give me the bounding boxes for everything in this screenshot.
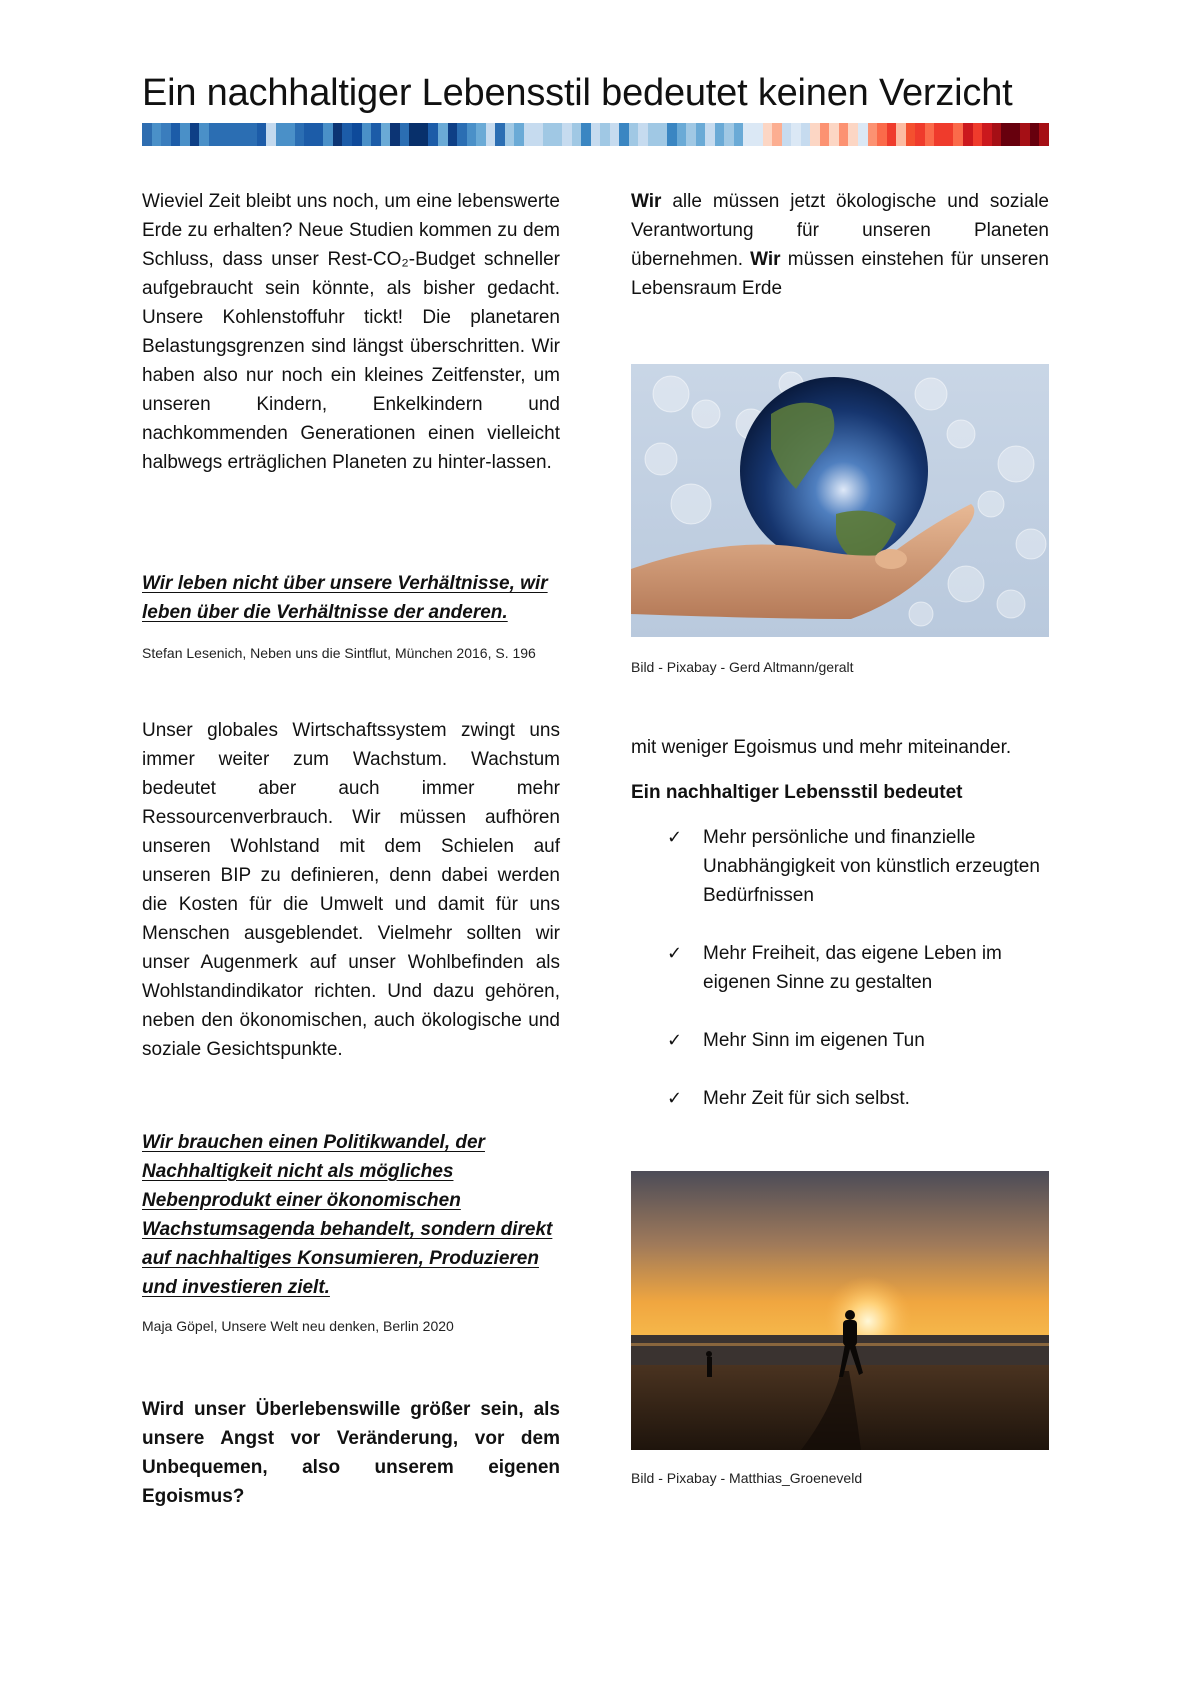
stripe [1001, 123, 1011, 146]
stripe [820, 123, 830, 146]
intro-paragraph [142, 187, 560, 477]
stripe [247, 123, 257, 146]
stripe [190, 123, 200, 146]
stripe [982, 123, 992, 146]
stripe [686, 123, 696, 146]
list-item-text: Mehr persönliche und finanzielle Unabhängigkeit von künstlich erzeugten Bedürfnissen [703, 827, 1040, 906]
benefits-list [631, 823, 1049, 1142]
list-item-text: Mehr Freiheit, das eigene Leben im eigenen Sinne zu gestalten [703, 943, 1002, 993]
checkmark-icon: ✓ [667, 943, 683, 963]
stripe [791, 123, 801, 146]
stripe [152, 123, 162, 146]
responsibility-paragraph [631, 187, 1049, 303]
stripe [715, 123, 725, 146]
responsibility-text-1: alle müssen jetzt ökologische und soziale Verantwortung für unseren Planeten übernehmen. [631, 191, 1049, 270]
stripe [1039, 123, 1049, 146]
stripe [638, 123, 648, 146]
stripe [180, 123, 190, 146]
stripe [677, 123, 687, 146]
globe-image-caption: Bild - Pixabay - Gerd Altmann/geralt [631, 659, 854, 675]
stripe [505, 123, 515, 146]
stripe [572, 123, 582, 146]
stripe [228, 123, 238, 146]
stripe [390, 123, 400, 146]
stripe [829, 123, 839, 146]
stripe [992, 123, 1002, 146]
stripe [1020, 123, 1030, 146]
stripe [257, 123, 267, 146]
stripe [495, 123, 505, 146]
stripe [199, 123, 209, 146]
stripe [486, 123, 496, 146]
stripe [352, 123, 362, 146]
stripe [333, 123, 343, 146]
list-item [631, 1026, 1049, 1055]
stripe [629, 123, 639, 146]
stripe [371, 123, 381, 146]
stripe [400, 123, 410, 146]
stripe [581, 123, 591, 146]
quote-goepel: Wir brauchen einen Politikwandel, der Nachhaltigkeit nicht als mögliches Nebenprodukt einer ökonomischen Wachstumsagenda behandelt, sondern direkt auf nachhaltiges Konsumieren, Produzieren und investieren zielt. [142, 1132, 553, 1298]
stripe [887, 123, 897, 146]
stripe [724, 123, 734, 146]
list-item [631, 823, 1049, 910]
stripe [562, 123, 572, 146]
emphasis-wir-1: Wir [631, 191, 662, 212]
quote-goepel-citation: Maja Göpel, Unsere Welt neu denken, Berlin 2020 [142, 1318, 454, 1334]
stripe [858, 123, 868, 146]
stripe [753, 123, 763, 146]
stripe [848, 123, 858, 146]
continuation-text: mit weniger Egoismus und mehr miteinander. [631, 737, 1012, 758]
stripe [476, 123, 486, 146]
stripe [362, 123, 372, 146]
stripe [877, 123, 887, 146]
stripe [934, 123, 944, 146]
stripe [161, 123, 171, 146]
stripe [142, 123, 152, 146]
stripe [915, 123, 925, 146]
stripe [801, 123, 811, 146]
stripe [438, 123, 448, 146]
stripe [237, 123, 247, 146]
quote-lesenich-citation: Stefan Lesenich, Neben uns die Sintflut, München 2016, S. 196 [142, 645, 536, 661]
stripe [342, 123, 352, 146]
stripe [1011, 123, 1021, 146]
stripe [734, 123, 744, 146]
economy-paragraph [142, 716, 560, 1064]
stripe [218, 123, 228, 146]
stripe [1030, 123, 1040, 146]
stripe [772, 123, 782, 146]
stripe [782, 123, 792, 146]
stripe [514, 123, 524, 146]
stripe [591, 123, 601, 146]
stripe [743, 123, 753, 146]
list-item-text: Mehr Sinn im eigenen Tun [703, 1030, 925, 1051]
stripe [419, 123, 429, 146]
list-item [631, 1084, 1049, 1113]
stripe [266, 123, 276, 146]
stripe [696, 123, 706, 146]
stripe [409, 123, 419, 146]
stripe [524, 123, 534, 146]
emphasis-wir-2: Wir [750, 249, 781, 270]
stripe [925, 123, 935, 146]
stripe [953, 123, 963, 146]
stripe [276, 123, 286, 146]
page-title: Ein nachhaltiger Lebensstil bedeutet keinen Verzicht [142, 72, 1013, 114]
stripe [448, 123, 458, 146]
checkmark-icon: ✓ [667, 1088, 683, 1108]
responsibility-text-2: müssen einstehen für unseren Lebensraum Erde [631, 249, 1049, 299]
stripe [323, 123, 333, 146]
stripe [428, 123, 438, 146]
list-item-text: Mehr Zeit für sich selbst. [703, 1088, 910, 1109]
stripe [658, 123, 668, 146]
intro-text: Wieviel Zeit bleibt uns noch, um eine lebenswerte Erde zu erhalten? Neue Studien kommen zu dem Schluss, dass unser Rest-CO₂-Budget schneller aufgebraucht sein könnte, als bisher gedacht. Unsere Kohlenstoffuhr tickt! Die planetaren Belastungsgrenzen sind längst überschritten. Wir haben also nur noch ein kleines Zeitfenster, um unseren Kindern, Enkelkindern und nachkommenden Generationen einen vielleicht halbwegs erträglichen Planeten zu hinter-lassen. [142, 191, 560, 473]
stripe [944, 123, 954, 146]
stripe [600, 123, 610, 146]
stripe [906, 123, 916, 146]
stripe [553, 123, 563, 146]
economy-text: Unser globales Wirtschaftssystem zwingt uns immer weiter zum Wachstum. Wachstum bedeutet aber auch immer mehr Ressourcenverbrauch. Wir müssen aufhören unseren Wohlstand mit dem Schielen auf unseren BIP zu definieren, denn dabei werden die Kosten für die Umwelt und damit für uns Menschen ausgeblendet. Vielmehr sollten wir unser Augenmerk auf unser Wohlbefinden als Wohlstandindikator richten. Und dazu gehören, neben den ökonomischen, auch ökologische und soziale Gesichtspunkte. [142, 720, 560, 1060]
warming-stripes-bar [142, 123, 1049, 146]
stripe [667, 123, 677, 146]
stripe [839, 123, 849, 146]
stripe [304, 123, 314, 146]
sunset-image-caption: Bild - Pixabay - Matthias_Groeneveld [631, 1470, 863, 1486]
stripe [963, 123, 973, 146]
list-heading: Ein nachhaltiger Lebensstil bedeutet [631, 782, 963, 803]
stripe [457, 123, 467, 146]
stripe [543, 123, 553, 146]
stripe [896, 123, 906, 146]
checkmark-icon: ✓ [667, 827, 683, 847]
stripe [285, 123, 295, 146]
stripe [209, 123, 219, 146]
stripe [295, 123, 305, 146]
closing-question: Wird unser Überlebenswille größer sein, als unsere Angst vor Veränderung, vor dem Unbequemen, also unserem eigenen Egoismus? [142, 1399, 560, 1507]
stripe [619, 123, 629, 146]
stripe [648, 123, 658, 146]
stripe [973, 123, 983, 146]
sunset-beach-image [631, 1171, 1049, 1450]
stripe [610, 123, 620, 146]
stripe [171, 123, 181, 146]
checkmark-icon: ✓ [667, 1030, 683, 1050]
list-item [631, 939, 1049, 997]
stripe [810, 123, 820, 146]
quote-lesenich: Wir leben nicht über unsere Verhältnisse, wir leben über die Verhältnisse der anderen. [142, 573, 548, 623]
stripe [314, 123, 324, 146]
stripe [868, 123, 878, 146]
globe-in-hand-image [631, 364, 1049, 637]
stripe [381, 123, 391, 146]
stripe [763, 123, 773, 146]
stripe [467, 123, 477, 146]
stripe [533, 123, 543, 146]
stripe [705, 123, 715, 146]
